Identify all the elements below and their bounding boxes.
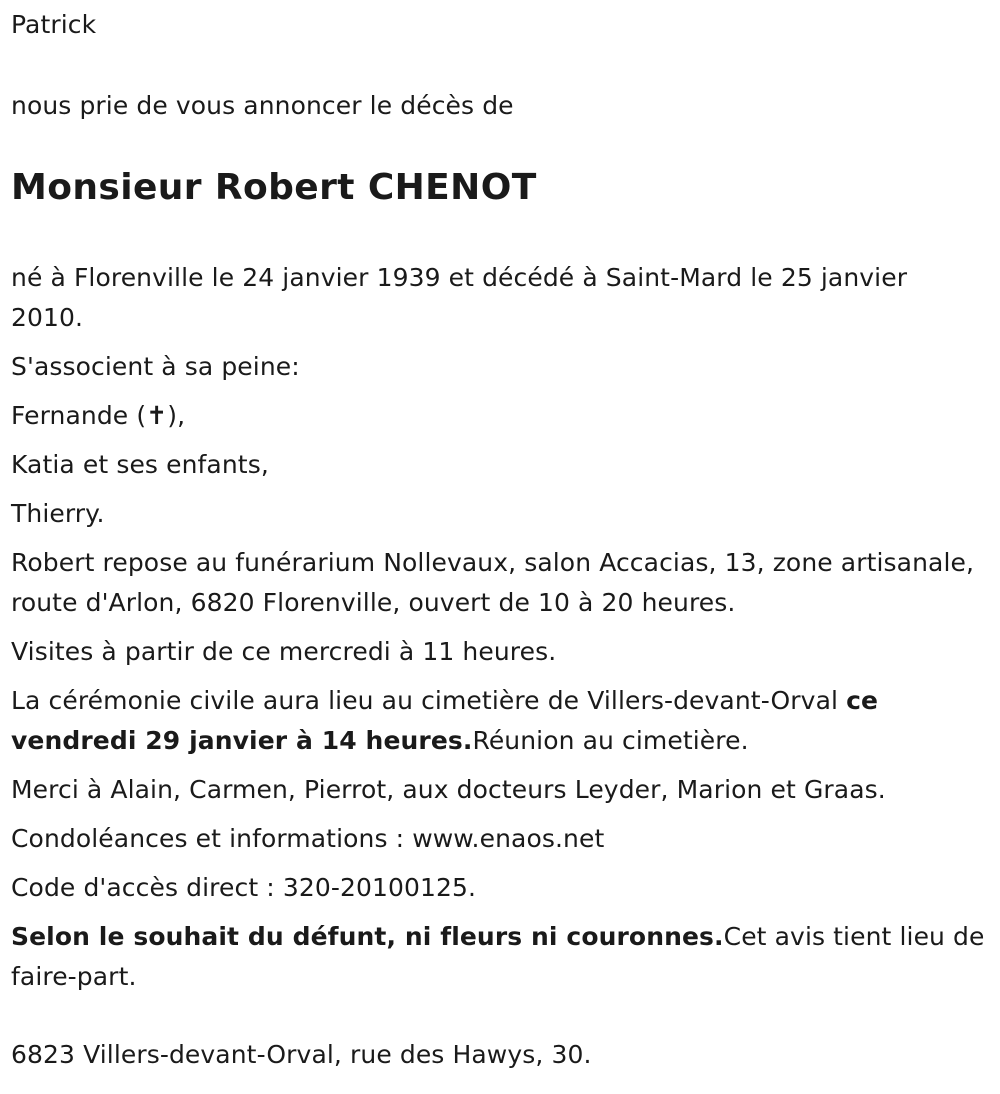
wish-line — [11, 917, 986, 997]
birth-death-details: né à Florenville le 24 janvier 1939 et décédé à Saint-Mard le 25 janvier 2010. — [11, 263, 908, 332]
mourner-thierry: Thierry. — [11, 499, 105, 528]
condolences-line: Condoléances et informations : www.enaos.net — [11, 824, 605, 853]
deceased-name: Monsieur Robert CHENOT — [11, 167, 537, 208]
wish-text: Cet avis tient lieu de faire-part. — [11, 922, 985, 991]
family-address: 6823 Villers-devant-Orval, rue des Hawys, 30. — [11, 1040, 592, 1069]
ceremony-date-bold: ce vendredi 29 janvier à 14 heures. — [11, 686, 879, 755]
thanks-line: Merci à Alain, Carmen, Pierrot, aux docteurs Leyder, Marion et Graas. — [11, 775, 886, 804]
mourner-katia: Katia et ses enfants, — [11, 450, 269, 479]
mourners-intro: S'associent à sa peine: — [11, 352, 300, 381]
visiting-hours: Visites à partir de ce mercredi à 11 heures. — [11, 637, 557, 666]
ceremony-location-text: La cérémonie civile aura lieu au cimetière de Villers-devant-Orval — [11, 686, 847, 715]
announcement-intro: nous prie de vous annoncer le décès de — [11, 91, 514, 120]
announcer-name: Patrick — [11, 10, 97, 39]
ceremony-details — [11, 681, 986, 761]
access-code-line: Code d'accès direct : 320-20100125. — [11, 873, 477, 902]
resting-place: Robert repose au funérarium Nollevaux, salon Accacias, 13, zone artisanale, route d'Arlon, 6820 Florenville, ouvert de 10 à 20 heures. — [11, 548, 975, 617]
mourner-fernande: Fernande (✝), — [11, 401, 186, 430]
wish-bold: Selon le souhait du défunt, ni fleurs ni couronnes. — [11, 922, 724, 951]
ceremony-gathering-text: Réunion au cimetière. — [472, 726, 749, 755]
